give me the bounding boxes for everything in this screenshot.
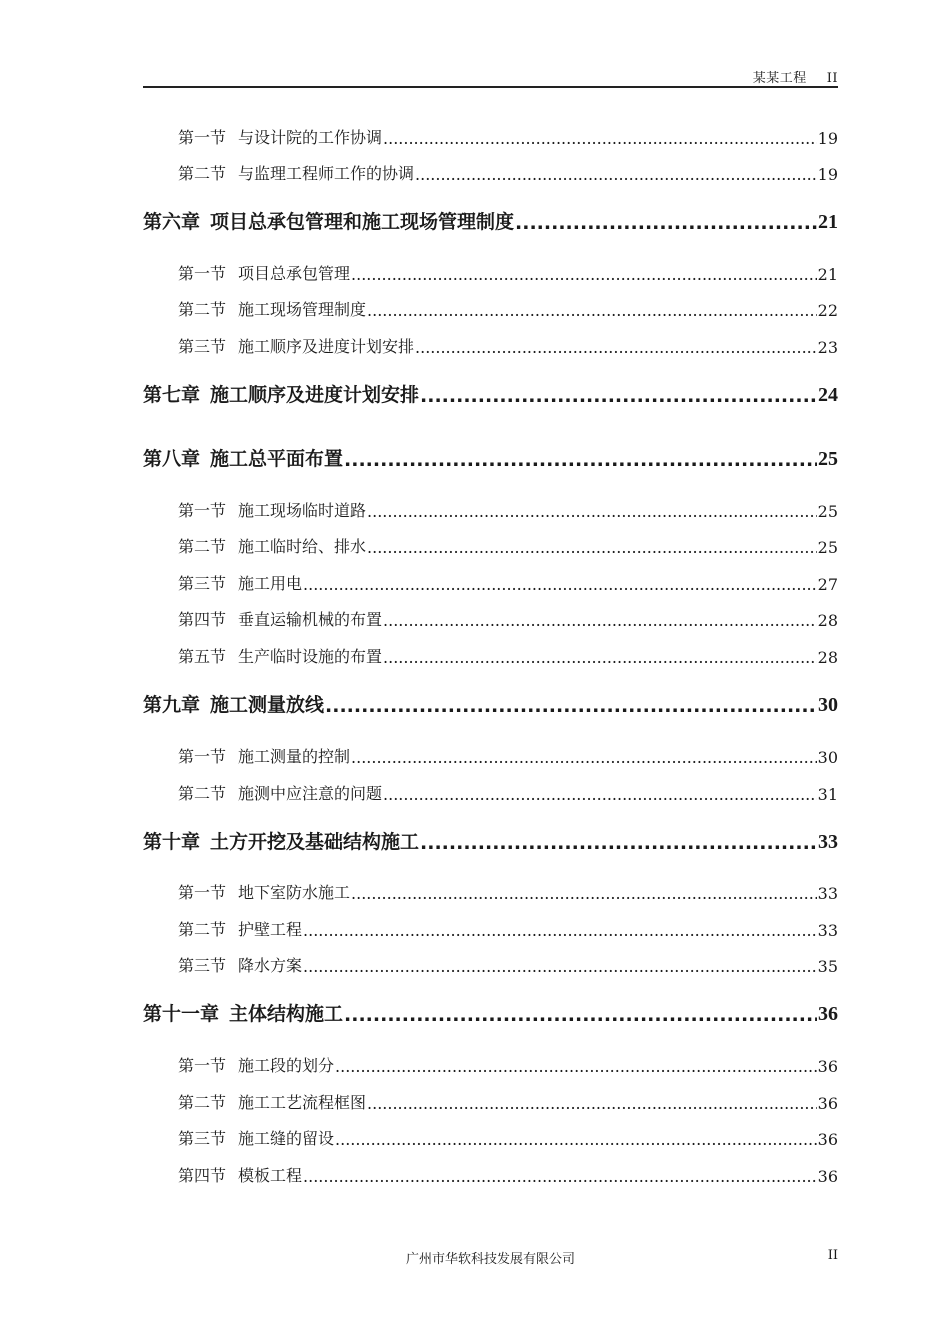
- header-text: [753, 67, 838, 86]
- toc-entry-title: 垂直运输机械的布置: [238, 610, 383, 629]
- toc-page-number: 36: [817, 1094, 838, 1113]
- footer-company: 广州市华软科技发展有限公司: [405, 1252, 575, 1267]
- toc-entry-title: 主体结构施工: [229, 1003, 344, 1025]
- toc-entry-label: 第一节: [178, 1056, 227, 1075]
- toc-entry-label: 第六章: [143, 211, 201, 233]
- toc-dot-leader: [351, 884, 817, 903]
- toc-dot-leader: [367, 538, 817, 557]
- toc-page-number: 36: [818, 1003, 838, 1025]
- toc-section-entry[interactable]: [143, 499, 838, 521]
- toc-dot-leader: [325, 695, 817, 717]
- toc-entry-title: 施工顺序及进度计划安排: [210, 384, 420, 406]
- toc-entry-label: 第十一章: [143, 1003, 220, 1025]
- toc-section-entry[interactable]: [143, 645, 838, 667]
- header-title: 某某工程: [752, 71, 807, 86]
- toc-entry-title: 土方开挖及基础结构施工: [210, 831, 420, 853]
- toc-page-number: 24: [818, 384, 838, 406]
- toc-page-number: 36: [817, 1057, 838, 1076]
- toc-page-number: 19: [817, 129, 838, 148]
- toc-entry-title: 施工临时给、排水: [238, 537, 367, 556]
- toc-entry-label: 第十章: [143, 831, 201, 853]
- toc-entry-title: 施工测量的控制: [238, 747, 351, 766]
- toc-entry-label: 第三节: [178, 1129, 227, 1148]
- toc-page-number: 33: [817, 921, 838, 940]
- toc-entry-title: 护壁工程: [238, 920, 303, 939]
- toc-entry-label: 第一节: [178, 264, 227, 283]
- toc-entry-label: 第二节: [178, 920, 227, 939]
- toc-page-number: 31: [817, 785, 838, 804]
- toc-entry-label: 第二节: [178, 164, 227, 183]
- toc-page-number: 36: [817, 1167, 838, 1186]
- toc-page-number: 30: [818, 694, 838, 716]
- toc-entry-label: 第二节: [178, 784, 227, 803]
- toc-entry-label: 第一节: [178, 501, 227, 520]
- toc-entry-title: 生产临时设施的布置: [238, 647, 383, 666]
- toc-entry-title: 施工缝的留设: [238, 1129, 335, 1148]
- toc-page-number: 30: [817, 748, 838, 767]
- toc-entry-label: 第四节: [178, 610, 227, 629]
- toc-page-number: 25: [817, 502, 838, 521]
- toc-entry-label: 第七章: [143, 384, 201, 406]
- toc-entry-label: 第二节: [178, 300, 227, 319]
- toc-dot-leader: [515, 212, 817, 234]
- toc-entry-title: 施测中应注意的问题: [238, 784, 383, 803]
- toc-dot-leader: [367, 1094, 817, 1113]
- toc-section-entry[interactable]: [143, 572, 838, 594]
- toc-entry-label: 第九章: [143, 694, 201, 716]
- toc-page-number: 27: [817, 575, 838, 594]
- toc-section-entry[interactable]: [143, 1091, 838, 1113]
- toc-page-number: 22: [817, 301, 838, 320]
- toc-entry-label: 第二节: [178, 1093, 227, 1112]
- footer-page-number: II: [827, 1248, 838, 1263]
- toc-entry-label: 第四节: [178, 1166, 227, 1185]
- toc-dot-leader: [415, 165, 817, 184]
- toc-page-number: 25: [817, 538, 838, 557]
- toc-entry-label: 第八章: [143, 448, 201, 470]
- toc-dot-leader: [367, 502, 817, 521]
- toc-dot-leader: [303, 575, 817, 594]
- toc-dot-leader: [351, 748, 817, 767]
- toc-dot-leader: [335, 1130, 817, 1149]
- toc-entry-title: 施工现场管理制度: [238, 300, 367, 319]
- toc-chapter-entry[interactable]: [143, 1000, 838, 1026]
- page-header: [143, 66, 838, 88]
- toc-entry-title: 施工工艺流程框图: [238, 1093, 367, 1112]
- toc-page-number: 21: [817, 265, 838, 284]
- toc-page-number: 28: [817, 648, 838, 667]
- toc-page-number: 33: [817, 884, 838, 903]
- toc-dot-leader: [383, 611, 817, 630]
- header-page-number: II: [826, 71, 838, 86]
- toc-page-number: 33: [818, 831, 838, 853]
- toc-entry-label: 第三节: [178, 574, 227, 593]
- toc-entry-title: 地下室防水施工: [238, 883, 351, 902]
- toc-entry-title: 模板工程: [238, 1166, 303, 1185]
- toc-entry-title: 施工测量放线: [210, 694, 325, 716]
- toc-dot-leader: [335, 1057, 817, 1076]
- toc-section-entry[interactable]: [143, 298, 838, 320]
- toc-section-entry[interactable]: [143, 918, 838, 940]
- toc-dot-leader: [420, 832, 817, 854]
- toc-chapter-entry[interactable]: [143, 208, 838, 234]
- toc-entry-title: 降水方案: [238, 956, 303, 975]
- toc-entry-title: 施工总平面布置: [210, 448, 344, 470]
- toc-chapter-entry[interactable]: [143, 828, 838, 854]
- toc-page-number: 25: [818, 448, 838, 470]
- toc-entry-label: 第一节: [178, 128, 227, 147]
- toc-entry-title: 与监理工程师工作的协调: [238, 164, 415, 183]
- toc-dot-leader: [351, 265, 817, 284]
- toc-entry-title: 项目总承包管理: [238, 264, 351, 283]
- toc-section-entry[interactable]: [143, 1164, 838, 1186]
- toc-entry-title: 施工现场临时道路: [238, 501, 367, 520]
- toc-section-entry[interactable]: [143, 782, 838, 804]
- toc-section-entry[interactable]: [143, 535, 838, 557]
- toc-chapter-entry[interactable]: [143, 381, 838, 407]
- toc-entry-label: 第一节: [178, 747, 227, 766]
- toc-section-entry[interactable]: [143, 1054, 838, 1076]
- toc-page-number: 19: [817, 165, 838, 184]
- toc-entry-label: 第三节: [178, 337, 227, 356]
- toc-dot-leader: [383, 785, 817, 804]
- toc-entry-title: 施工顺序及进度计划安排: [238, 337, 415, 356]
- toc-section-entry[interactable]: [143, 954, 838, 976]
- toc-chapter-entry[interactable]: [143, 445, 838, 471]
- toc-section-entry[interactable]: [143, 162, 838, 184]
- toc-dot-leader: [344, 449, 817, 471]
- toc-section-entry[interactable]: [143, 1127, 838, 1149]
- toc-section-entry[interactable]: [143, 126, 838, 148]
- toc-section-entry[interactable]: [143, 881, 838, 903]
- toc-dot-leader: [303, 921, 817, 940]
- toc-entry-title: 与设计院的工作协调: [238, 128, 383, 147]
- toc-dot-leader: [303, 1167, 817, 1186]
- toc-section-entry[interactable]: [143, 608, 838, 630]
- toc-page-number: 28: [817, 611, 838, 630]
- toc-entry-title: 施工段的划分: [238, 1056, 335, 1075]
- toc-entry-label: 第二节: [178, 537, 227, 556]
- toc-entry-label: 第一节: [178, 883, 227, 902]
- toc-section-entry[interactable]: [143, 745, 838, 767]
- toc-section-entry[interactable]: [143, 335, 838, 357]
- toc-dot-leader: [383, 648, 817, 667]
- toc-page-number: 35: [817, 957, 838, 976]
- toc-dot-leader: [303, 957, 817, 976]
- toc-dot-leader: [420, 385, 817, 407]
- toc-chapter-entry[interactable]: [143, 691, 838, 717]
- toc-page-number: 36: [817, 1130, 838, 1149]
- toc-entry-title: 施工用电: [238, 574, 303, 593]
- toc-dot-leader: [415, 338, 817, 357]
- page-footer: [143, 1248, 838, 1268]
- toc-dot-leader: [344, 1004, 817, 1026]
- toc-entry-label: 第三节: [178, 956, 227, 975]
- toc-section-entry[interactable]: [143, 262, 838, 284]
- toc-page-number: 23: [817, 338, 838, 357]
- toc-entry-label: 第五节: [178, 647, 227, 666]
- toc-entry-title: 项目总承包管理和施工现场管理制度: [210, 211, 515, 233]
- toc-page-number: 21: [818, 211, 838, 233]
- toc-dot-leader: [383, 129, 817, 148]
- toc-dot-leader: [367, 301, 817, 320]
